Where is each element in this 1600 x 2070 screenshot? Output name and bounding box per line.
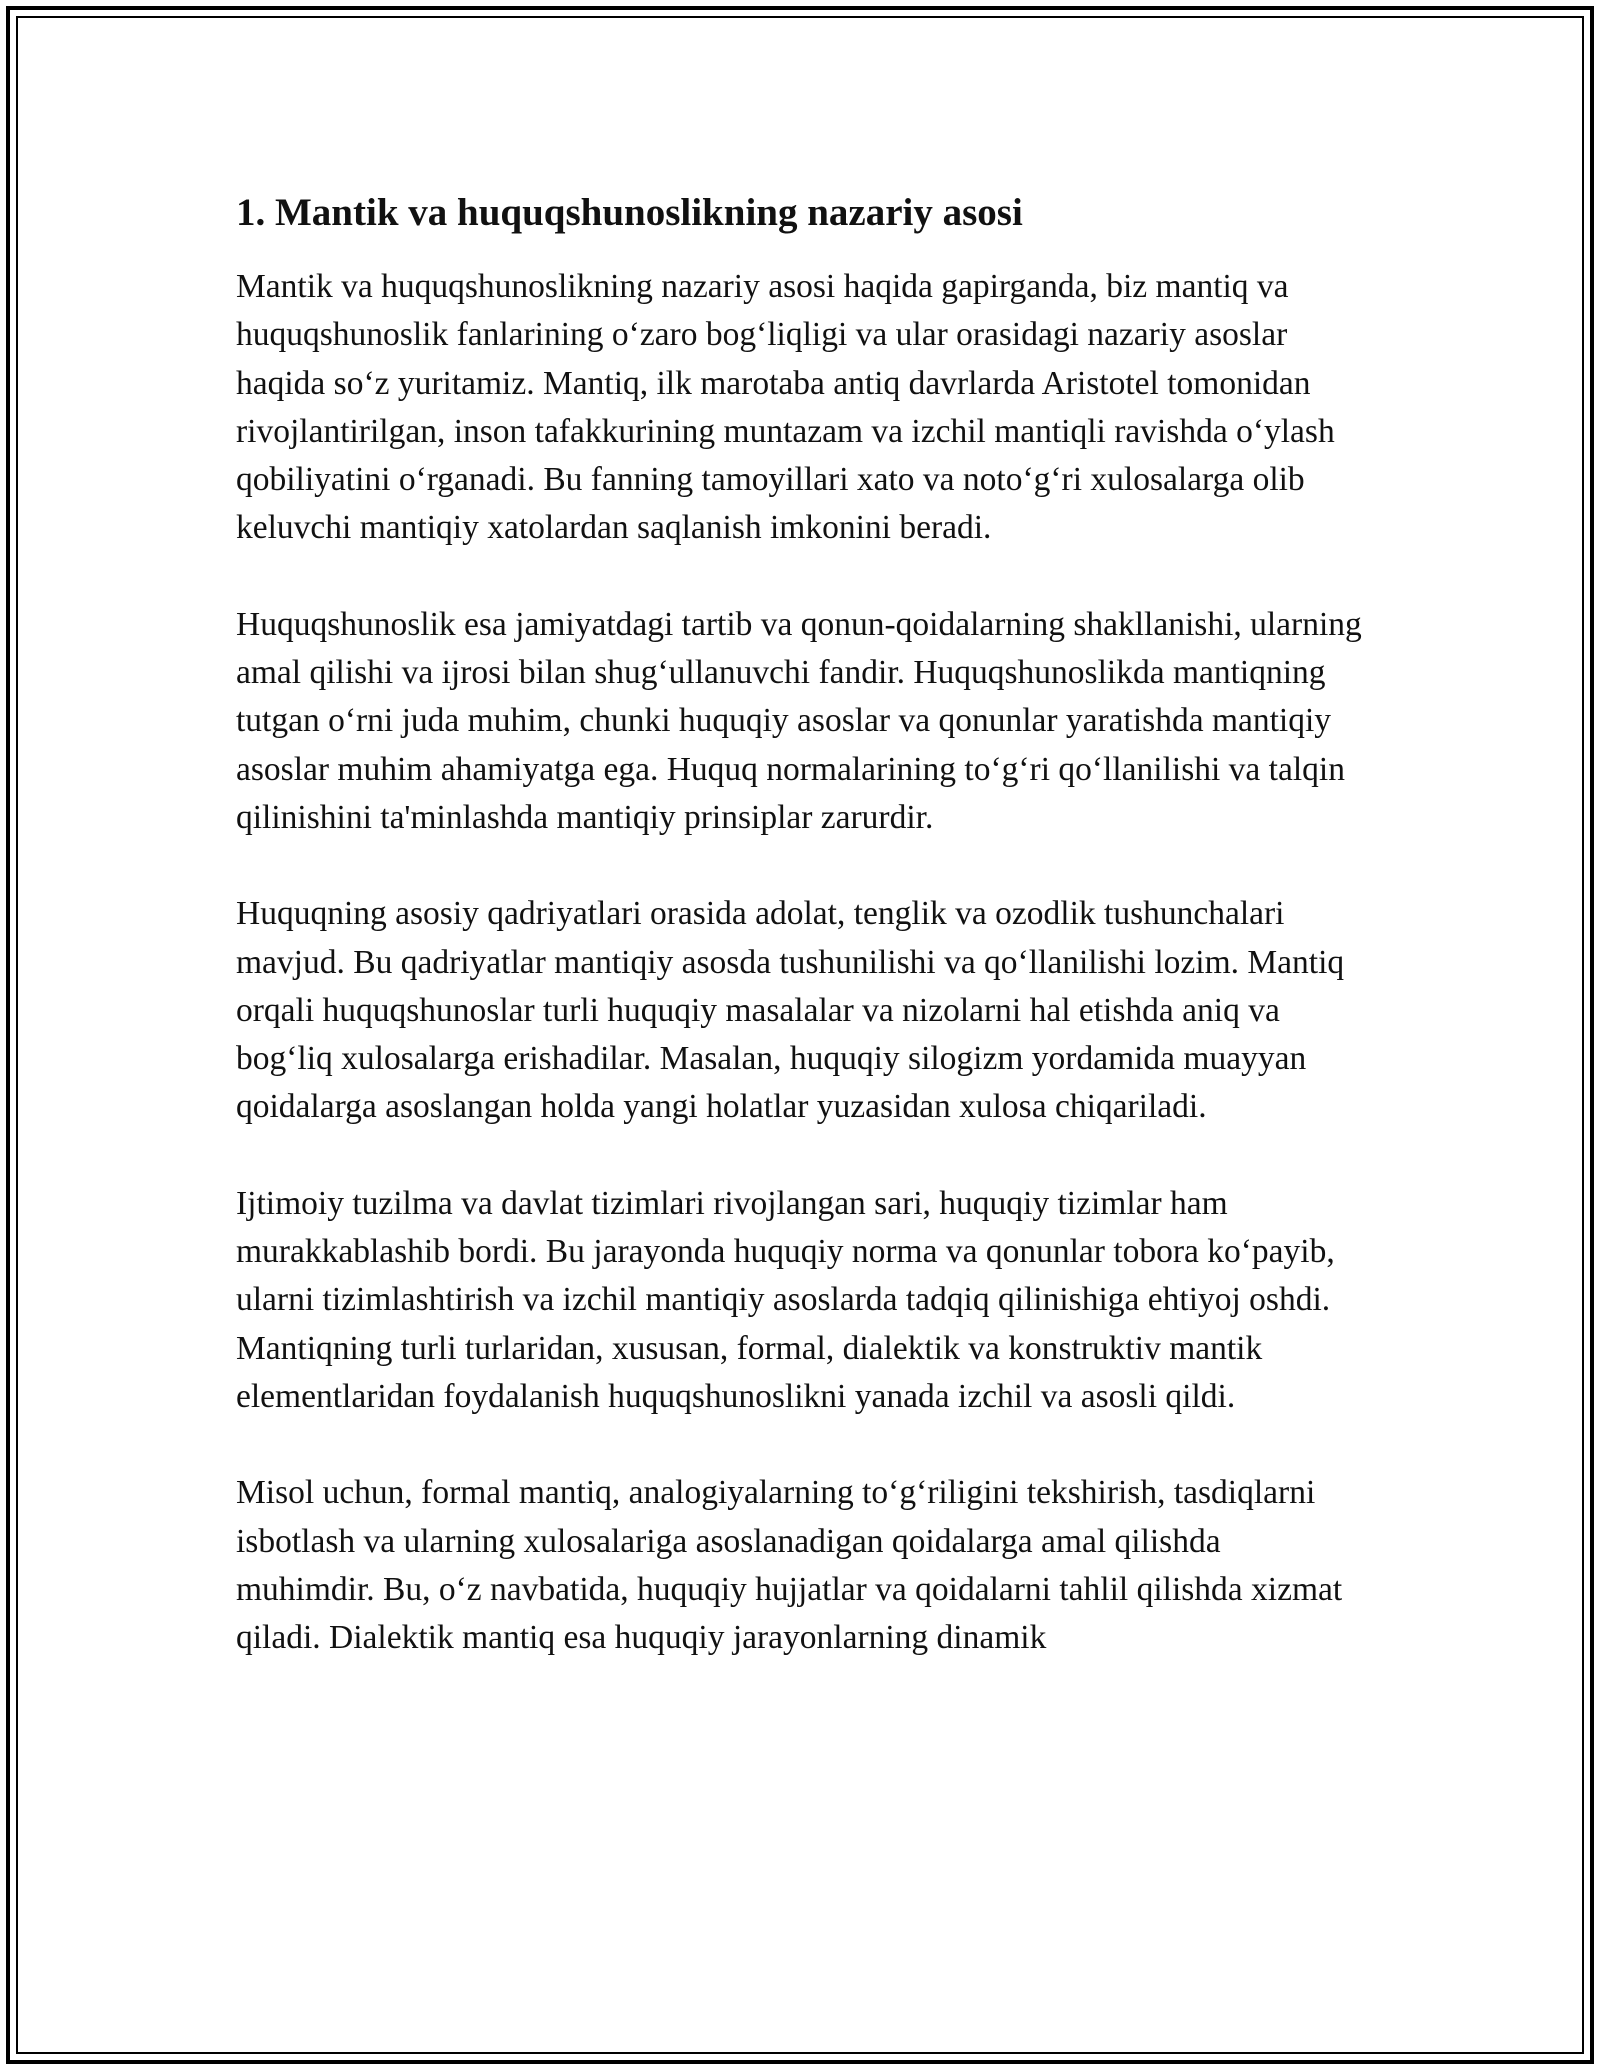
paragraph-1: Mantik va huquqshunoslikning nazariy asosi haqida gapirganda, biz mantiq va huquqshunoslik fanlarining o‘zaro bog‘liqligi va ular orasidagi nazariy asoslar haqida so‘z yuritamiz. Mantiq, ilk marotaba antiq davrlarda Aristotel tomonidan rivojlantirilgan, inson tafakkurining muntazam va izchil mantiqli ravishda o‘ylash qobiliyatini o‘rganadi. Bu fanning tamoyillari xato va noto‘g‘ri xulosalarga olib keluvchi mantiqiy xatolardan saqlanish imkonini beradi. xyxy=(236,268,1335,547)
paragraph-5: Misol uchun, formal mantiq, analogiyalarning to‘g‘riligini tekshirish, tasdiqlarni isbotlash va ularning xulosalariga asoslanadigan qoidalarga amal qilishda muhimdir. Bu, o‘z navbatida, huquqiy hujjatlar va qoidalarni tahlil qilishda xizmat qiladi. Dialektik mantiq esa huquqiy jarayonlarning dinamik xyxy=(236,1474,1343,1657)
section-heading: 1. Mantik va huquqshunoslikning nazariy asosi xyxy=(236,191,1023,234)
paragraph-4: Ijtimoiy tuzilma va davlat tizimlari rivojlangan sari, huquqiy tizimlar ham murakkablashib bordi. Bu jarayonda huquqiy norma va qonunlar tobora ko‘payib, ularni tizimlashtirish va izchil mantiqiy asoslarda tadqiq qilinishiga ehtiyoj oshdi. Mantiqning turli turlaridan, xususan, formal, dialektik va konstruktiv mantik elementlaridan foydalanish huquqshunoslikni yanada izchil va asosli qildi. xyxy=(236,1184,1335,1415)
paragraph-3: Huquqning asosiy qadriyatlari orasida adolat, tenglik va ozodlik tushunchalari mavjud. Bu qadriyatlar mantiqiy asosda tushunilishi va qo‘llanilishi lozim. Mantiq orqali huquqshunoslar turli huquqiy masalalar va nizolarni hal etishda aniq va bog‘liq xulosalarga erishadilar. Masalan, huquqiy silogizm yordamida muayyan qoidalarga asoslangan holda yangi holatlar yuzasidan xulosa chiqariladi. xyxy=(236,895,1345,1126)
document-body xyxy=(236,185,1366,1710)
paragraph-2: Huquqshunoslik esa jamiyatdagi tartib va qonun-qoidalarning shakllanishi, ularning amal qilishi va ijrosi bilan shug‘ullanuvchi fandir. Huquqshunoslikda mantiqning tutgan o‘rni juda muhim, chunki huquqiy asoslar va qonunlar yaratishda mantiqiy asoslar muhim ahamiyatga ega. Huquq normalarining to‘g‘ri qo‘llanilishi va talqin qilinishini ta'minlashda mantiqiy prinsiplar zarurdir. xyxy=(236,605,1362,836)
